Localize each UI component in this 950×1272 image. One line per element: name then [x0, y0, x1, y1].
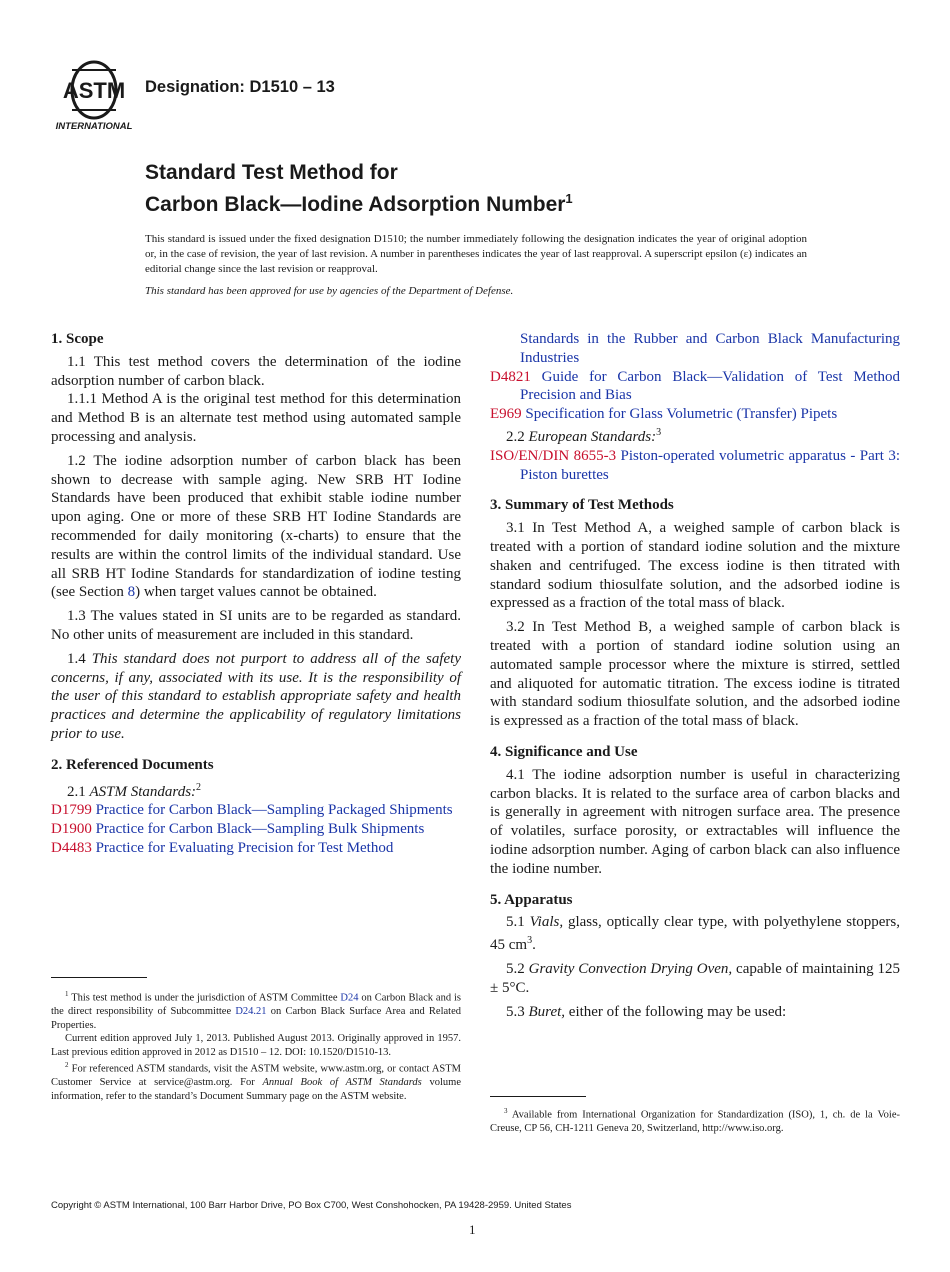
para-2-2 [490, 424, 900, 447]
ref-code[interactable]: D1900 [51, 821, 92, 838]
para-3-2: 3.2 In Test Method B, a weighed sample of carbon black is treated with a portion of standard iodine solution using an automated sample processor where the mixture is stirred, settled and aliquoted for automatic titration. The excess iodine is titrated with standard sodium thiosulfate solution, and the adsorbed iodine is expressed as a fraction of the total mass of black. [490, 619, 900, 730]
ref-code[interactable]: D4483 [51, 839, 92, 856]
footnote-1-edition: Current edition approved July 1, 2013. Published August 2013. Originally approved in 1957. Last previous edition approved in 2012 as D1510 – 12. DOI: 10.1520/D1510-13. [51, 1033, 461, 1058]
ref-title[interactable]: Piston-operated volumetric apparatus - Part 3: Piston burettes [520, 447, 901, 483]
para-1-4-num: 1.4 [67, 650, 92, 667]
footnotes-right [490, 1105, 900, 1136]
para-1-1: 1.1 This test method covers the determination of the iodine adsorption number of carbon black. [51, 353, 461, 389]
ref-code[interactable]: ISO/EN/DIN 8655-3 [490, 447, 617, 464]
designation: Designation: D1510 – 13 [145, 78, 335, 96]
para-5-2-term: Gravity Convection Drying Oven, [528, 960, 733, 977]
section-referenced-documents [51, 756, 461, 858]
ref-code[interactable]: D4821 [490, 368, 531, 385]
para-2-1-text: ASTM Standards: [89, 783, 197, 800]
committee-d24-link[interactable]: D24 [340, 992, 359, 1004]
ref-d4483-continued[interactable] [490, 330, 900, 368]
apparatus-heading: 5. Apparatus [490, 891, 573, 908]
intro-paragraph: This standard is issued under the fixed designation D1510; the number immediately following the designation indicates the year of original adoption or, in the case of revision, the year of last revision. A number in parentheses indicates the year of last reapproval. A superscript epsilon (ε) indicates an editorial change since the last revision or reapproval. [145, 233, 807, 275]
ref-title[interactable]: Guide for Carbon Black—Validation of Test Method Precision and Bias [520, 368, 900, 404]
para-2-2-num: 2.2 [506, 428, 529, 445]
right-column [490, 330, 900, 1033]
summary-heading: 3. Summary of Test Methods [490, 497, 674, 514]
para-2-1-num: 2.1 [67, 783, 90, 800]
footnote-rule-right [490, 1096, 586, 1097]
ref-d1900[interactable] [51, 820, 461, 839]
astm-logo [52, 58, 136, 134]
para-2-1-sup: 2 [196, 781, 202, 793]
scope-heading: 1. Scope [51, 331, 104, 347]
para-1-1-1: 1.1.1 Method A is the original test method for this determination and Method B is an alternate test method using automated sample processing and analysis. [51, 391, 461, 445]
para-1-3: 1.3 The values stated in SI units are to be regarded as standard. No other units of measurement are included in this standard. [51, 608, 461, 643]
footnote-rule-left [51, 977, 147, 978]
footnote-3 [490, 1105, 900, 1136]
para-5-1-num: 5.1 [506, 914, 530, 931]
para-2-1 [51, 779, 461, 802]
ref-code[interactable]: D1799 [51, 802, 92, 819]
fn2-italic: Annual Book of ASTM Standards [262, 1077, 422, 1088]
logo-subtext: INTERNATIONAL [55, 121, 133, 132]
para-1-4-text: This standard does not purport to address all of the safety concerns, if any, associated with its use. It is the responsibility of the user of this standard to establish appropriate safety and health practices and determine the applicability of regulatory limitations prior to use. [51, 650, 462, 742]
para-5-1-term: Vials, [529, 914, 564, 931]
dod-notice: This standard has been approved for use by agencies of the Department of Defense. [145, 285, 514, 297]
significance-heading: 4. Significance and Use [490, 743, 638, 760]
section-significance [490, 743, 900, 879]
title-line-1: Standard Test Method for [145, 161, 398, 184]
para-5-3-term: Buret, [528, 1003, 566, 1020]
ref-d1799[interactable] [51, 801, 461, 820]
para-5-1-text: glass, optically clear type, with polyethylene stoppers, 45 cm [490, 914, 901, 954]
para-5-1 [490, 913, 900, 955]
para-5-2-num: 5.2 [506, 960, 529, 977]
para-3-1: 3.1 In Test Method A, a weighed sample of carbon black is treated with a portion of standard iodine solution and the mixture shaken and centrifuged. The excess iodine is then titrated with standard sodium thiosulfate solution, and the adsorbed iodine is expressed as a fraction of the total mass of black. [490, 520, 900, 612]
fn1-text-c: on Carbon Black Surface Area and Related Properties. [51, 1006, 461, 1031]
para-1-2 [51, 452, 461, 602]
fn3-marker: 3 [504, 1107, 508, 1115]
para-4-1: 4.1 The iodine adsorption number is useful in characterizing carbon blacks. It is related to the surface area of carbon blacks and is generally in agreement with nitrogen surface area. The presence of volatiles, surface porosity, or extractables will influence the iodine adsorption number. Aging of carbon black can also influence the iodine number. [490, 766, 900, 877]
fn1-text-b: on Carbon Black and is the direct responsibility of Subcommittee [51, 992, 461, 1017]
footnote-2 [51, 1059, 461, 1103]
para-1-2-text: 1.2 The iodine adsorption number of carbon black has been shown to decrease with sample aging. New SRB HT Iodine Standards have been produced that exhibit stable iodine number upon aging. One or more of these SRB HT Iodine Standards are recommended for daily monitoring (x-charts) to ensure that the results are within the control limits of the individual standard. Use all SRB HT Iodine Standards for standardization of iodine testing (see Section [51, 452, 461, 601]
fn3-text: Available from International Organization for Standardization (ISO), 1, ch. de la Voie-Creuse, CP 56, CH-1211 Geneva 20, Switzerland, http://www.iso.org. [490, 1109, 900, 1134]
para-5-3-text: either of the following may be used: [565, 1003, 787, 1020]
para-5-2-text: capable of maintaining 125 ± 5°C. [490, 960, 901, 996]
fn1-marker: 1 [65, 990, 69, 998]
fn2-text-b: volume information, refer to the standard’s Document Summary page on the ASTM website. [51, 1077, 461, 1102]
fn2-text-a: For referenced ASTM standards, visit the ASTM website, www.astm.org, or contact ASTM Customer Service at service@astm.org. For [51, 1063, 461, 1088]
para-2-2-sup: 3 [656, 426, 662, 438]
ref-d4821[interactable] [490, 368, 900, 406]
ref-title[interactable]: Practice for Carbon Black—Sampling Bulk Shipments [95, 821, 425, 838]
ref-title-d4483-part2[interactable]: Standards in the Rubber and Carbon Black Manufacturing Industries [520, 331, 900, 366]
section-summary [490, 496, 900, 731]
para-2-2-text: European Standards: [528, 428, 657, 445]
fn1-text-a: This test method is under the jurisdiction of ASTM Committee [71, 992, 341, 1004]
ref-iso-8655-3[interactable] [490, 447, 900, 485]
left-column [51, 330, 461, 870]
page-number: 1 [469, 1222, 476, 1237]
para-5-3 [490, 1003, 900, 1022]
referenced-continued [490, 330, 900, 484]
para-5-3-num: 5.3 [506, 1003, 529, 1020]
subcommittee-d24-21-link[interactable]: D24.21 [235, 1006, 267, 1017]
para-5-1-end: . [532, 937, 536, 954]
section-apparatus [490, 891, 900, 1022]
footnote-1 [51, 988, 461, 1032]
fn2-marker: 2 [65, 1061, 69, 1069]
title-text: Carbon Black—Iodine Adsorption Number [145, 193, 566, 216]
referenced-heading: 2. Referenced Documents [51, 756, 214, 773]
para-5-2 [490, 960, 900, 998]
title-line-2 [145, 186, 573, 218]
logo-text: ASTM [62, 78, 126, 103]
ref-d4483[interactable] [51, 839, 461, 858]
ref-title-d4483-part1[interactable]: Practice for Evaluating Precision for Test Method [95, 839, 394, 856]
copyright-notice: Copyright © ASTM International, 100 Barr Harbor Drive, PO Box C700, West Conshohocken, PA 19428-2959. United States [51, 1200, 572, 1211]
para-1-2-text-end: ) when target values cannot be obtained. [135, 584, 377, 601]
title-footnote-ref: 1 [565, 191, 573, 206]
ref-code[interactable]: E969 [490, 406, 522, 423]
ref-e969[interactable] [490, 405, 900, 424]
ref-title[interactable]: Practice for Carbon Black—Sampling Packaged Shipments [95, 802, 453, 819]
document-title [145, 160, 573, 218]
ref-title[interactable]: Specification for Glass Volumetric (Transfer) Pipets [525, 406, 838, 423]
footnotes-left [51, 988, 461, 1103]
para-5-1-sup: 3 [527, 935, 533, 947]
section-8-link[interactable]: 8 [127, 584, 136, 601]
para-1-4 [51, 650, 461, 744]
section-scope [51, 330, 461, 744]
